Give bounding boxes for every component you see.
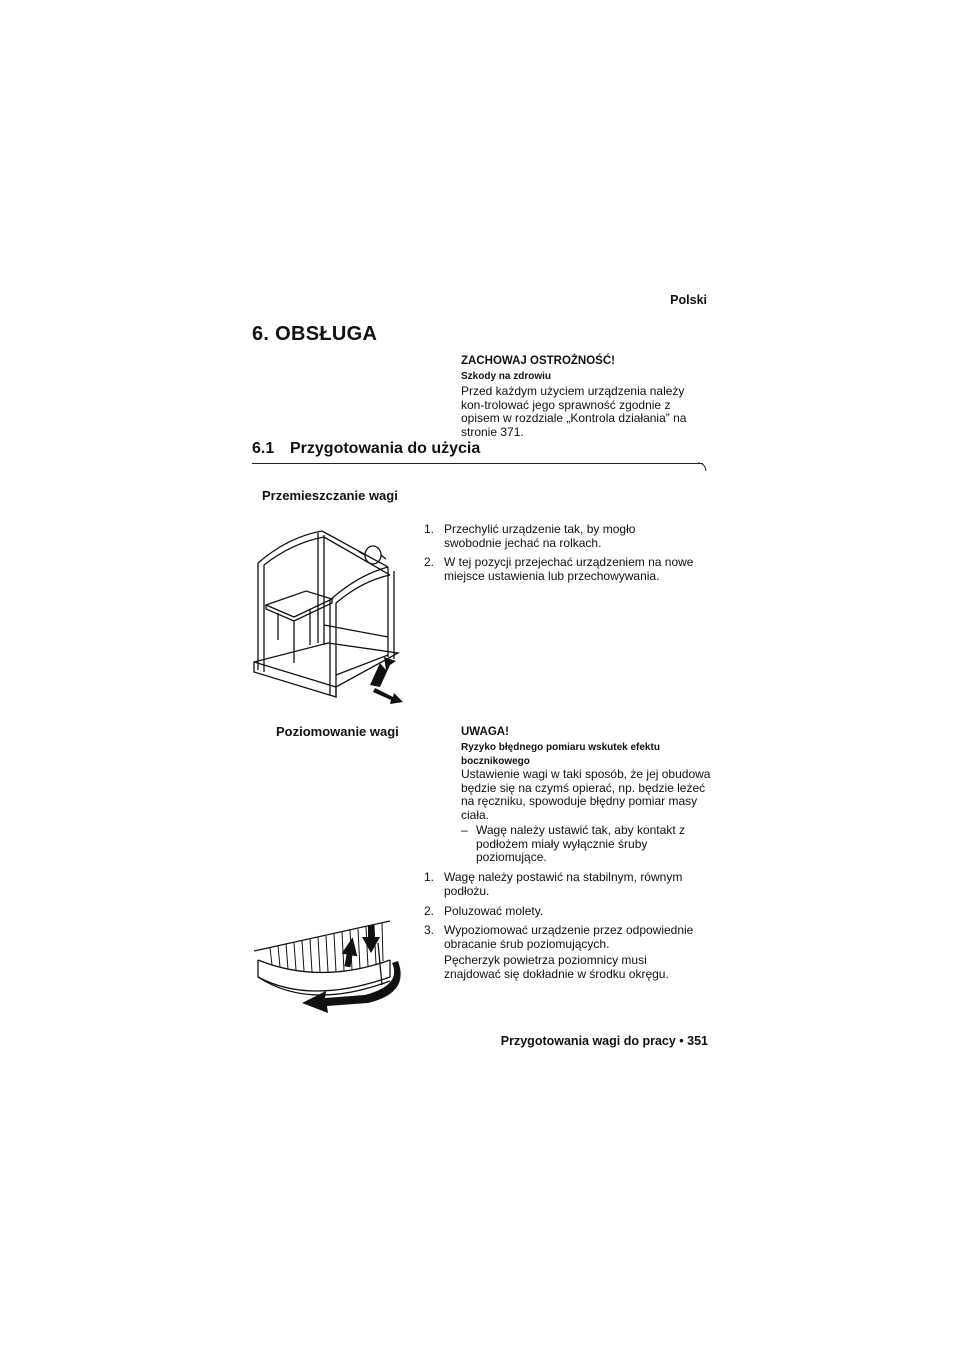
moving-heading: Przemieszczanie wagi (262, 488, 398, 503)
step-text: Poluzować molety. (444, 904, 544, 918)
section-title: Przygotowania do użycia (290, 440, 481, 457)
step-text: Przechylić urządzenie tak, by mogło swobodnie jechać na rolkach. (444, 522, 636, 550)
step-number: 2. (424, 904, 435, 918)
section-rule (252, 463, 703, 464)
section-number: 6.1 (252, 440, 275, 457)
dash-marker: – (461, 823, 468, 837)
step-number: 2. (424, 555, 435, 569)
warning-body: Ustawienie wagi w taki sposób, że jej obudowa będzie się na czymś opierać, np. będzie leżeć na ręczniku, spowoduje błędny pomiar masy ciała. (461, 767, 711, 822)
step-number: 1. (424, 522, 435, 536)
leveling-steps-list (424, 870, 714, 990)
scale-moving-illustration (248, 525, 418, 710)
caution-subtitle: Szkody na zdrowiu (461, 371, 552, 382)
step-number: 1. (424, 870, 435, 884)
warning-title: UWAGA! (461, 726, 509, 738)
leveling-foot-illustration (250, 915, 415, 1015)
leveling-heading: Poziomowanie wagi (276, 724, 399, 739)
moving-steps-list (424, 522, 714, 592)
dash-text: Wagę należy ustawić tak, aby kontakt z podłożem miały wyłącznie śruby poziomujące. (476, 823, 685, 864)
chapter-title: 6. OBSŁUGA (252, 323, 378, 345)
section-rule-corner (698, 463, 706, 471)
language-label: Polski (670, 293, 707, 307)
step-number: 3. (424, 923, 435, 937)
step-text: W tej pozycji przejechać urządzeniem na nowe miejsce ustawienia lub przechowywania. (444, 555, 694, 583)
page-footer: Przygotowania wagi do pracy • 351 (500, 1034, 708, 1048)
step-note-text: Pęcherzyk powietrza poziomnicy musi znajdować się dokładnie w środku okręgu. (444, 953, 669, 981)
warning-subtitle: Ryzyko błędnego pomiaru wskutek efektu bocznikowego (461, 742, 660, 767)
caution-title: ZACHOWAJ OSTROŻNOŚĆ! (461, 355, 615, 367)
step-text: Wypoziomować urządzenie przez odpowiednie obracanie śrub poziomujących. (444, 923, 694, 951)
section-heading (252, 440, 480, 458)
caution-body: Przed każdym użyciem urządzenia należy kon-trolować jego sprawność zgodnie z opisem w rozdziale „Kontrola działania” na stronie 371. (461, 384, 687, 439)
step-text: Wagę należy postawić na stabilnym, równym podłożu. (444, 870, 683, 898)
